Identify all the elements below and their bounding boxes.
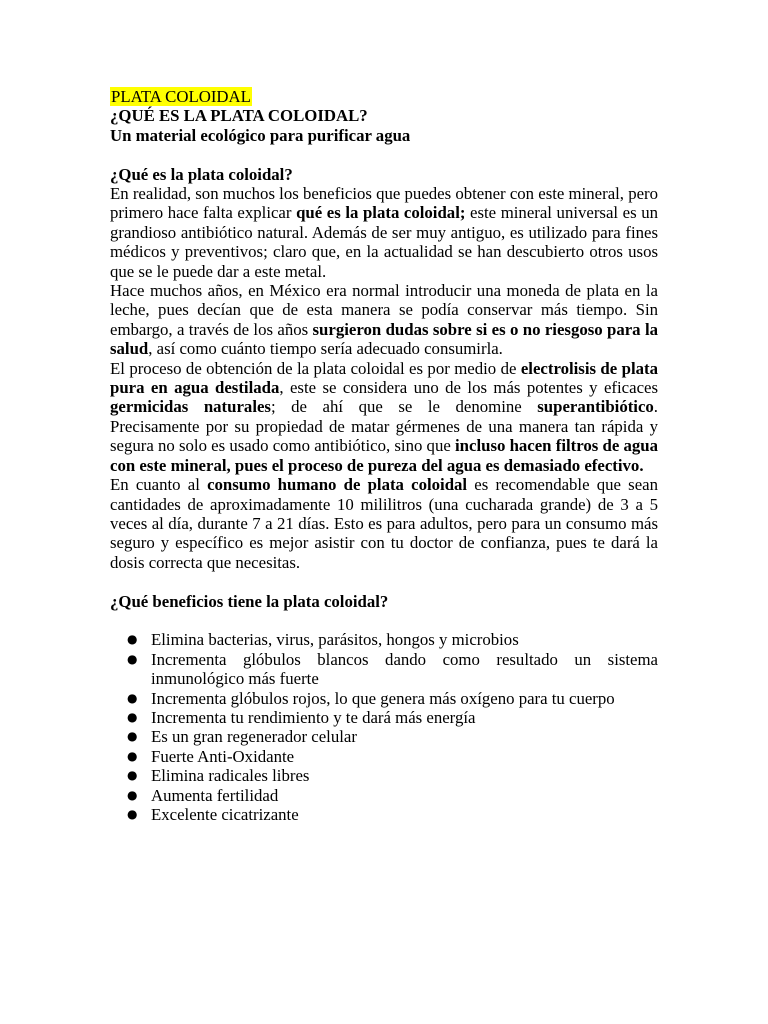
paragraph-text: es recomendable que sean cantidades de aproximadamente 10 mililitros (una cucharada grande) de 3 a 5 veces al día, durante 7 a 21 días. Esto es para adultos, pero para un consumo más seguro y específico es mejor asistir con tu doctor de confianza, pues te dará la dosis correcta que necesitas. (110, 475, 658, 572)
list-item (127, 727, 658, 747)
bullet-icon: ● (127, 748, 138, 763)
bullet-icon: ● (127, 651, 138, 666)
list-item-text: Elimina radicales libres (151, 766, 310, 786)
bullet-icon: ● (127, 632, 138, 647)
bold-text: consumo humano de plata coloidal (207, 475, 468, 495)
paragraph-1 (110, 184, 658, 281)
section-heading-benefits: ¿Qué beneficios tiene la plata coloidal? (110, 591, 389, 611)
subtitle: Un material ecológico para purificar agua (110, 125, 411, 145)
bullet-icon: ● (127, 768, 138, 783)
list-item (127, 688, 658, 708)
paragraph-text: Hace muchos años, en México era normal introducir una moneda de plata en la leche, pues decían que de esta manera se podía conservar más tiempo. Sin embargo, a través de los años (110, 281, 658, 339)
list-item (127, 766, 658, 786)
paragraph-text: ; de ahí que se le denomine (270, 397, 538, 417)
list-item-text: Elimina bacterias, virus, parásitos, hongos y microbios (151, 630, 519, 650)
paragraph-text: El proceso de obtención de la plata coloidal es por medio de (110, 358, 521, 378)
list-item-text: Excelente cicatrizante (151, 804, 299, 824)
bold-text: superantibiótico (537, 397, 654, 417)
bold-text: qué es la plata coloidal; (296, 203, 466, 223)
bullet-icon: ● (127, 787, 138, 802)
paragraph-text: este mineral universal es un grandioso antibiótico natural. Además de ser muy antiguo, es utilizado para fines médicos y preventivos; claro que, en la actualidad se han descubierto otros usos que se le puede dar a este metal. (110, 203, 658, 281)
paragraph-text: , así como cuánto tiempo sería adecuado consumirla. (148, 339, 503, 359)
paragraph-text: . Precisamente por su propiedad de matar gérmenes de una manera tan rápida y segura no solo es usado como antibiótico, sino que (110, 397, 658, 456)
paragraph-text: , este se considera uno de los más potentes y eficaces (279, 378, 659, 398)
paragraph-text: En realidad, son muchos los beneficios que puedes obtener con este mineral, pero primero hace falta explicar (110, 184, 659, 223)
spacer (110, 611, 658, 630)
spacer (110, 145, 658, 164)
list-item (127, 785, 658, 805)
bold-text: electrolisis de plata pura en agua destilada (110, 358, 658, 398)
bullet-icon: ● (127, 806, 138, 821)
list-item (127, 649, 658, 689)
list-item (127, 707, 658, 727)
list-item-text: Es un gran regenerador celular (151, 727, 357, 747)
paragraph-3 (110, 359, 658, 475)
bold-text: germicidas naturales (110, 397, 271, 417)
list-item-text: Incrementa tu rendimiento y te dará más energía (151, 707, 476, 727)
list-item (127, 746, 658, 766)
section-heading-what-is: ¿Qué es la plata coloidal? (110, 164, 293, 184)
list-item (127, 804, 658, 824)
title-line (110, 87, 658, 106)
list-item (127, 630, 658, 650)
benefits-list (110, 630, 658, 824)
bullet-icon: ● (127, 729, 138, 744)
bullet-icon: ● (127, 690, 138, 705)
list-item-text: Fuerte Anti-Oxidante (151, 746, 295, 766)
bullet-icon: ● (127, 709, 138, 724)
bold-text: incluso hacen filtros de agua con este mineral, pues el proceso de pureza del agua es demasiado efectivo. (110, 436, 658, 475)
highlighted-title: PLATA COLOIDAL (111, 87, 251, 106)
spacer (110, 572, 658, 591)
paragraph-2 (110, 281, 658, 359)
list-item-text: Incrementa glóbulos rojos, lo que genera más oxígeno para tu cuerpo (151, 688, 615, 708)
main-question: ¿QUÉ ES LA PLATA COLOIDAL? (110, 106, 368, 126)
list-item-text: Aumenta fertilidad (151, 785, 279, 805)
bold-text: surgieron dudas sobre si es o no riesgoso para la salud (110, 319, 658, 359)
list-item-text: Incrementa glóbulos blancos dando como resultado un sistema inmunológico más fuerte (151, 649, 658, 689)
paragraph-text: En cuanto al (110, 475, 208, 495)
paragraph-4 (110, 475, 658, 572)
